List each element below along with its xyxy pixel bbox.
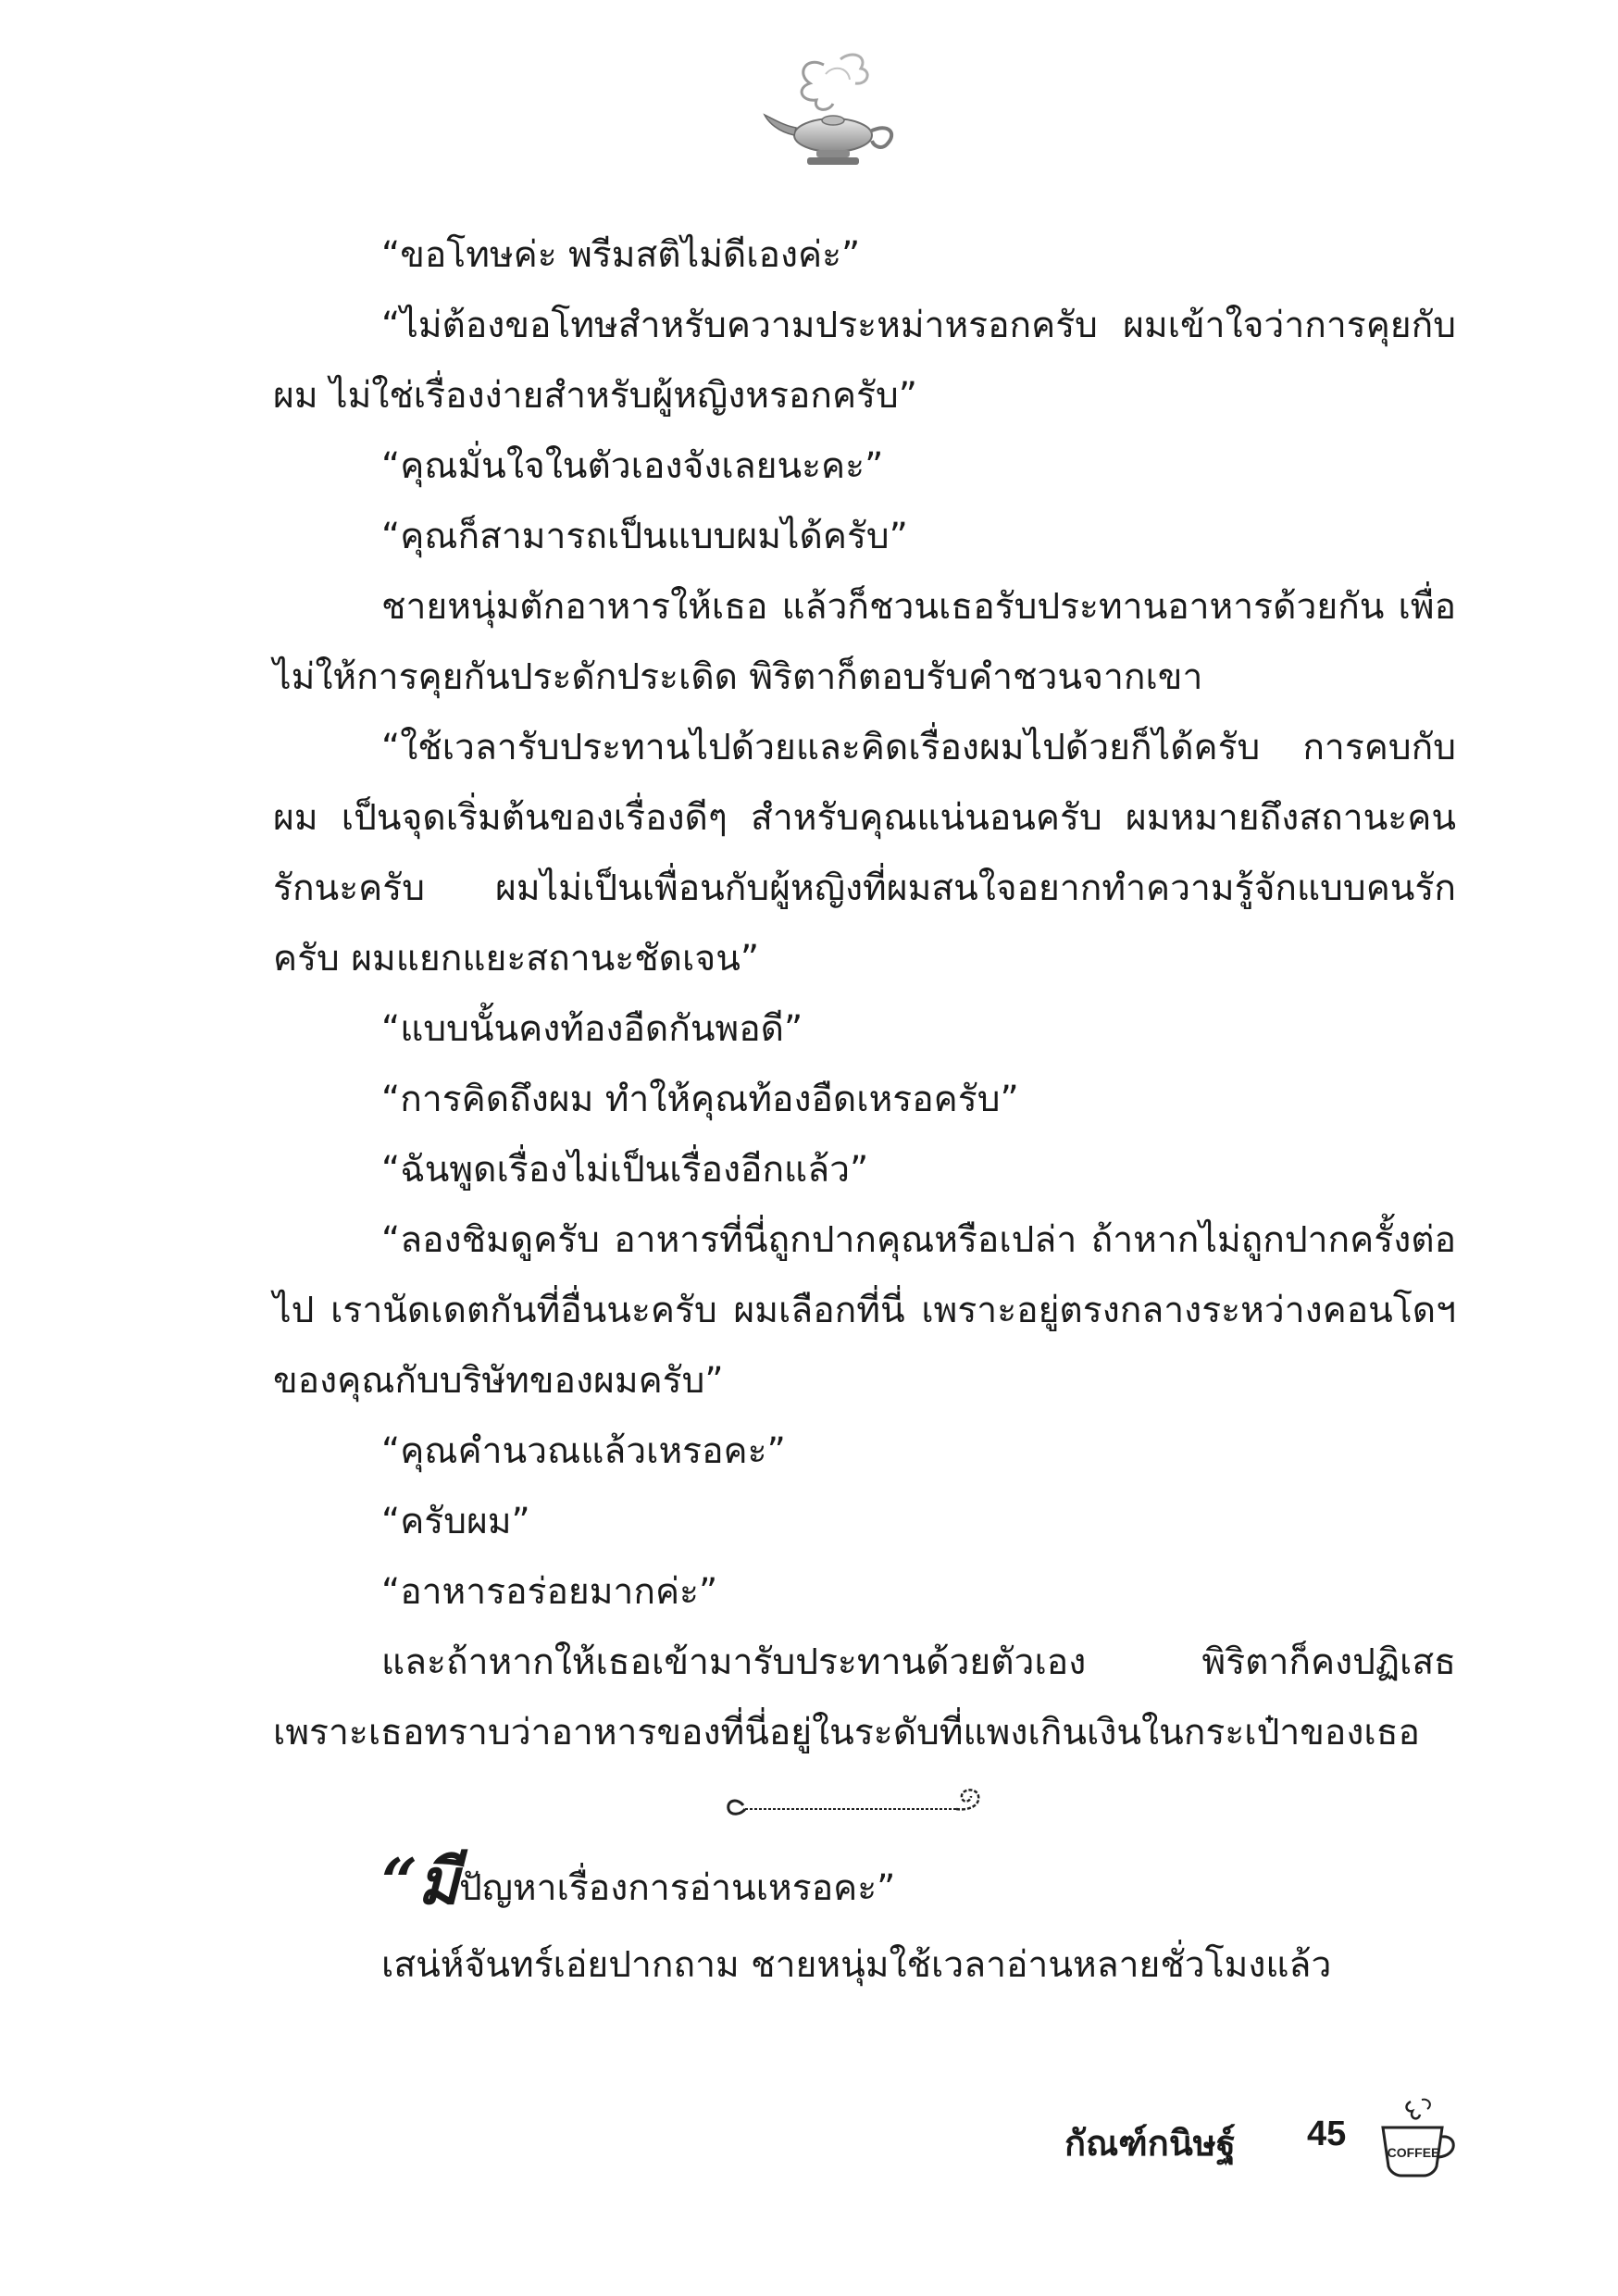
body-text [273, 220, 1456, 2001]
paragraph: “อาหารอร่อยมากค่ะ” [381, 1571, 718, 1613]
paragraph: “คุณก็สามารถเป็นแบบผมได้ครับ” [381, 516, 908, 557]
author-name: กัณฑ์กนิษฐ์ [1064, 2123, 1236, 2164]
paragraph: ชายหนุ่มตักอาหารให้เธอ แล้วก็ชวนเธอรับประทานอาหารด้วยกัน เพื่อไม่ให้การคุยกันประดักประเดิด พิริตาก็ตอบรับคำชวนจากเขา [273, 586, 1456, 698]
paragraph: “ขอโทษค่ะ พรีมสติไม่ดีเองค่ะ” [381, 234, 861, 276]
paragraph: “ใช้เวลารับประทานไปด้วยและคิดเรื่องผมไปด้วยก็ได้ครับ การคบกับผม เป็นจุดเริ่มต้นของเรื่องดีๆ สำหรับคุณแน่นอนครับ ผมหมายถึงสถานะคนรักนะครับ ผมไม่เป็นเพื่อนกับผู้หญิงที่ผมสนใจอยากทำความรู้จักแบบคนรักครับ ผมแยกแยะสถานะชัดเจน” [273, 727, 1456, 980]
paragraph: “ลองชิมดูครับ อาหารที่นี่ถูกปากคุณหรือเปล่า ถ้าหากไม่ถูกปากครั้งต่อไป เรานัดเดตกันที่อื่นนะครับ ผมเลือกที่นี่ เพราะอยู่ตรงกลางระหว่างคอนโดฯ ของคุณกับบริษัทของผมครับ” [273, 1219, 1456, 1402]
paragraph: และถ้าหากให้เธอเข้ามารับประทานด้วยตัวเอง พิริตาก็คงปฏิเสธ เพราะเธอทราบว่าอาหารของที่นี่อยู่ในระดับที่แพงเกินเงินในกระเป๋าของเธอ [273, 1641, 1456, 1753]
scene-break-flourish-icon [717, 1781, 995, 1828]
paragraph: เสน่ห์จันทร์เอ่ยปากถาม ชายหนุ่มใช้เวลาอ่านหลายชั่วโมงแล้ว [381, 1944, 1332, 1986]
paragraph: “คุณคำนวณแล้วเหรอคะ” [381, 1430, 786, 1472]
opening-line-text: ปัญหาเรื่องการอ่านเหรอคะ” [458, 1867, 896, 1909]
drop-cap: “มี [381, 1845, 459, 1919]
section-opening-line [273, 1841, 1456, 1930]
paragraph: “คุณมั่นใจในตัวเองจังเลยนะคะ” [381, 445, 884, 487]
paragraph: “การคิดถึงผม ทำให้คุณท้องอืดเหรอครับ” [381, 1079, 1019, 1120]
paragraph: “ฉันพูดเรื่องไม่เป็นเรื่องอีกแล้ว” [381, 1149, 869, 1191]
genie-lamp-icon [759, 46, 907, 176]
paragraph: “แบบนั้นคงท้องอืดกันพอดี” [381, 1008, 803, 1050]
scene-break [273, 1768, 1456, 1841]
coffee-cup-label: COFFEE [1387, 2145, 1440, 2160]
paragraph: “ครับผม” [381, 1501, 530, 1542]
page-number: 45 [1307, 2115, 1347, 2153]
page-footer [1064, 2102, 1472, 2176]
coffee-cup-icon [1370, 2096, 1462, 2179]
paragraph: “ไม่ต้องขอโทษสำหรับความประหม่าหรอกครับ ผมเข้าใจว่าการคุยกับผม ไม่ใช่เรื่องง่ายสำหรับผู้หญิงหรอกครับ” [273, 305, 1456, 417]
